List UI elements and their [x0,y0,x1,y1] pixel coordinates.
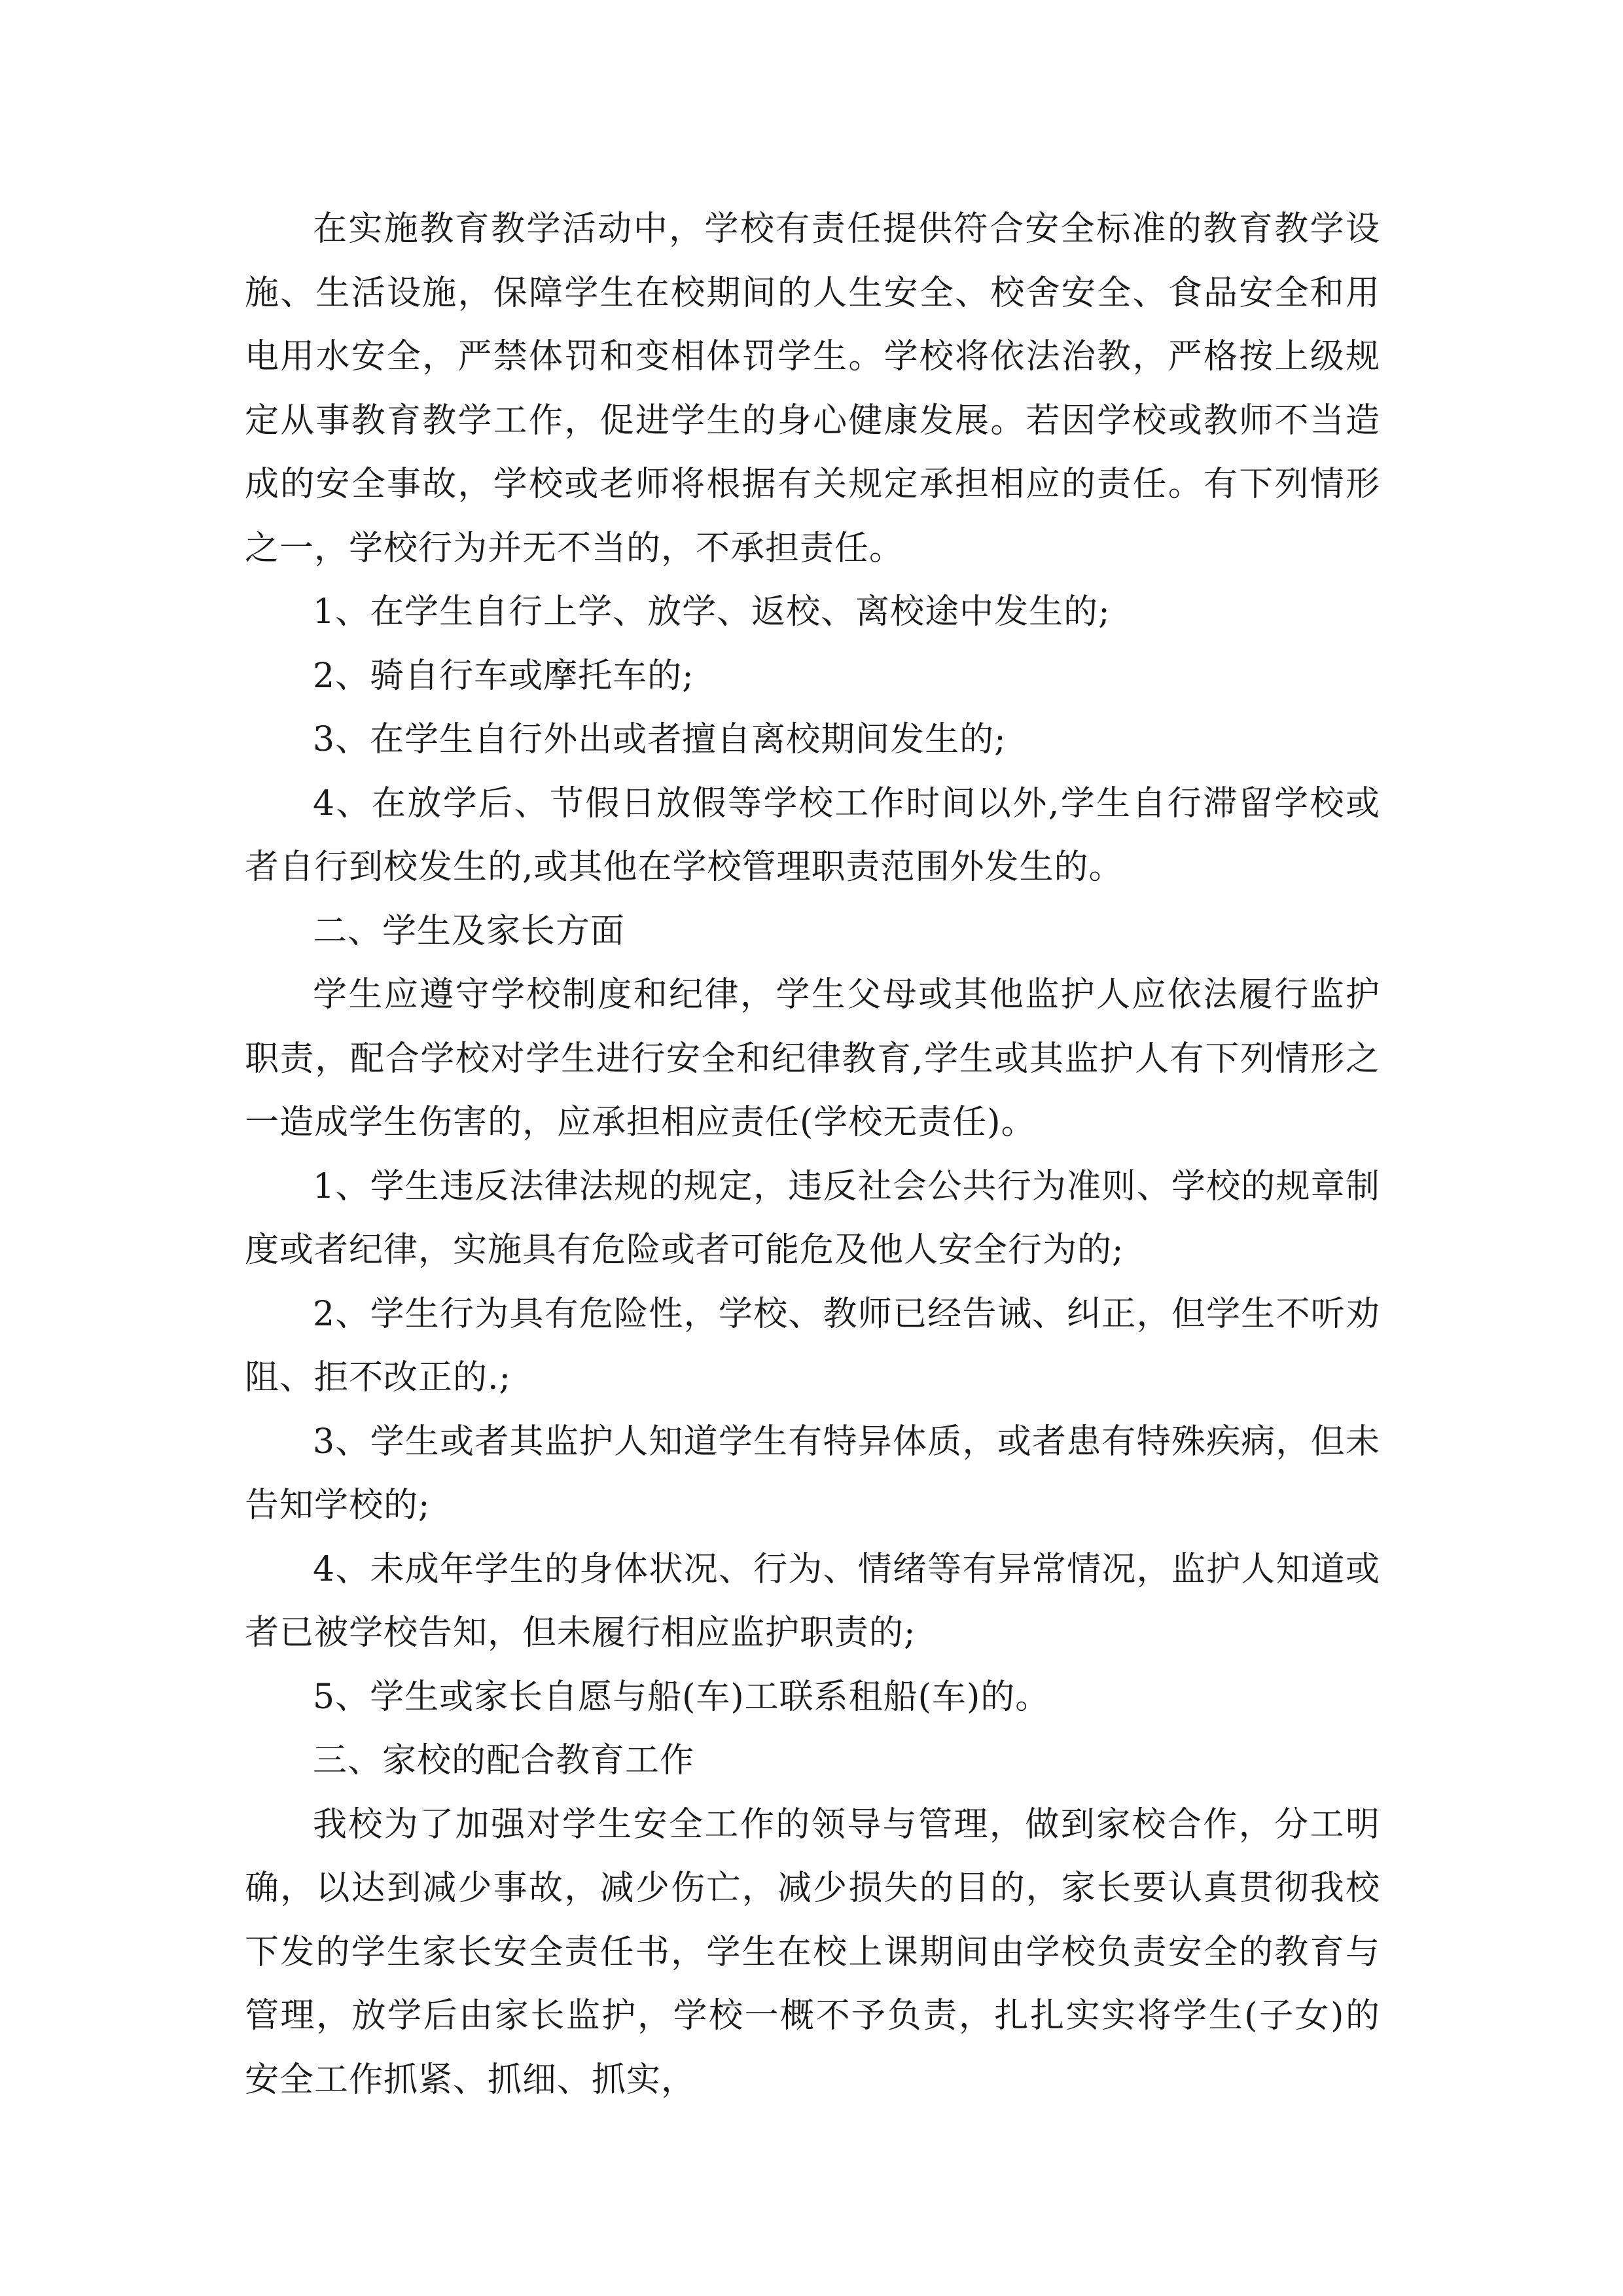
list-item-parent-liability-1: 1、学生违反法律法规的规定，违反社会公共行为准则、学校的规章制度或者纪律，实施具有危险或者可能危及他人安全行为的; [245,1166,1380,1270]
paragraph-students-parents: 学生应遵守学校制度和纪律，学生父母或其他监护人应依法履行监护职责，配合学校对学生进行安全和纪律教育,学生或其监护人有下列情形之一造成学生伤害的，应承担相应责任(学校无责任)。 [245,975,1380,1142]
list-item-school-exempt-2: 2、骑自行车或摩托车的; [313,656,694,696]
list-item-school-exempt-4: 4、在放学后、节假日放假等学校工作时间以外,学生自行滞留学校或者自行到校发生的,或其他在学校管理职责范围外发生的。 [245,783,1380,887]
section-heading-students-parents: 二、学生及家长方面 [313,911,626,951]
list-item-parent-liability-3: 3、学生或者其监护人知道学生有特异体质，或者患有特殊疾病，但未告知学校的; [245,1422,1380,1525]
paragraph-school-responsibility: 在实施教育教学活动中，学校有责任提供符合安全标准的教育教学设施、生活设施，保障学生在校期间的人生安全、校舍安全、食品安全和用电用水安全，严禁体罚和变相体罚学生。学校将依法治教，严格按上级规定从事教育教学工作，促进学生的身心健康发展。若因学校或教师不当造成的安全事故，学校或老师将根据有关规定承担相应的责任。有下列情形之一，学校行为并无不当的，不承担责任。 [245,209,1380,568]
document-body [245,198,1380,2112]
list-item-parent-liability-2: 2、学生行为具有危险性，学校、教师已经告诫、纠正，但学生不听劝阻、拒不改正的.; [245,1294,1380,1397]
paragraph-home-school: 我校为了加强对学生安全工作的领导与管理，做到家校合作，分工明确，以达到减少事故，减少伤亡，减少损失的目的，家长要认真贯彻我校下发的学生家长安全责任书，学生在校上课期间由学校负责安全的教育与管理，放学后由家长监护，学校一概不予负责，扎扎实实将学生(子女)的安全工作抓紧、抓细、抓实， [245,1804,1380,2100]
list-item-parent-liability-5: 5、学生或家长自愿与船(车)工联系租船(车)的。 [313,1677,1050,1717]
list-item-school-exempt-1: 1、在学生自行上学、放学、返校、离校途中发生的; [313,592,1111,632]
section-heading-home-school: 三、家校的配合教育工作 [313,1741,695,1780]
list-item-parent-liability-4: 4、未成年学生的身体状况、行为、情绪等有异常情况，监护人知道或者已被学校告知，但未履行相应监护职责的; [245,1549,1380,1653]
list-item-school-exempt-3: 3、在学生自行外出或者擅自离校期间发生的; [313,720,1007,759]
